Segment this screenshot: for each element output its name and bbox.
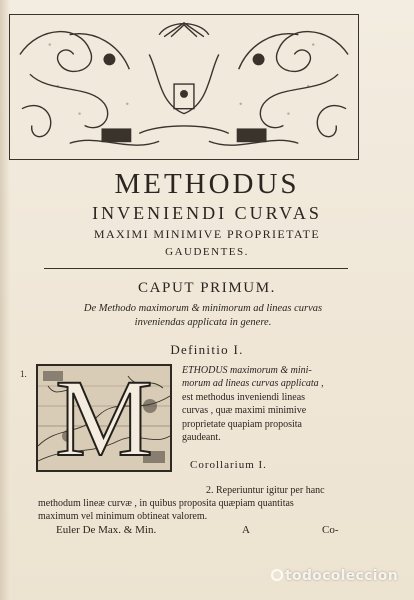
text-line: est methodus inveniendi lineas <box>182 391 306 403</box>
text-line: proprietate quapiam proposita <box>182 418 302 430</box>
engraved-headpiece-icon <box>9 14 359 160</box>
catchword: Co- <box>322 524 339 536</box>
signature-author: Euler De Max. & Min. <box>56 524 157 536</box>
text-line: morum ad lineas curvas applicata , <box>182 378 324 390</box>
watermark-logo-icon <box>271 569 283 581</box>
text-line: gaudeant. <box>182 432 221 444</box>
text-line: methodum lineæ curvæ , in quibus proposita quæpiam quantitas <box>38 498 294 510</box>
initial-letter: M <box>55 357 153 479</box>
engraved-initial-m-icon <box>36 357 172 479</box>
text-line: ETHODUS maximorum & mini- <box>182 365 312 376</box>
chapter-subtitle-line: inveniendas applicata in genere. <box>134 317 272 328</box>
book-title: METHODUS <box>114 168 300 200</box>
title-divider <box>44 268 348 269</box>
text-line: curvas , quæ maximi minimive <box>182 405 307 417</box>
corollary-heading: Corollarium I. <box>190 459 267 471</box>
watermark: todocoleccion <box>271 568 398 584</box>
text-line: 2. Reperiuntur igitur per hanc <box>206 485 325 496</box>
chapter-heading: CAPUT PRIMUM. <box>137 280 277 296</box>
chapter-subtitle-line: De Methodo maximorum & minimorum ad lineas curvas <box>83 303 323 314</box>
book-title-line-3: MAXIMI MINIMIVE PROPRIETATE <box>93 227 321 241</box>
paragraph-2 <box>38 484 388 524</box>
paragraph-number: 1. <box>20 369 27 379</box>
book-title-line-2: INVENIENDI CURVAS <box>92 203 322 223</box>
definition-text <box>182 364 382 444</box>
definition-heading: Definitio I. <box>170 342 244 357</box>
signature-letter: A <box>242 524 250 536</box>
chapter-subtitle <box>38 302 368 330</box>
text-line: maximum vel minimum obtineat valorem. <box>38 511 208 523</box>
book-title-line-4: GAUDENTES. <box>165 246 249 258</box>
